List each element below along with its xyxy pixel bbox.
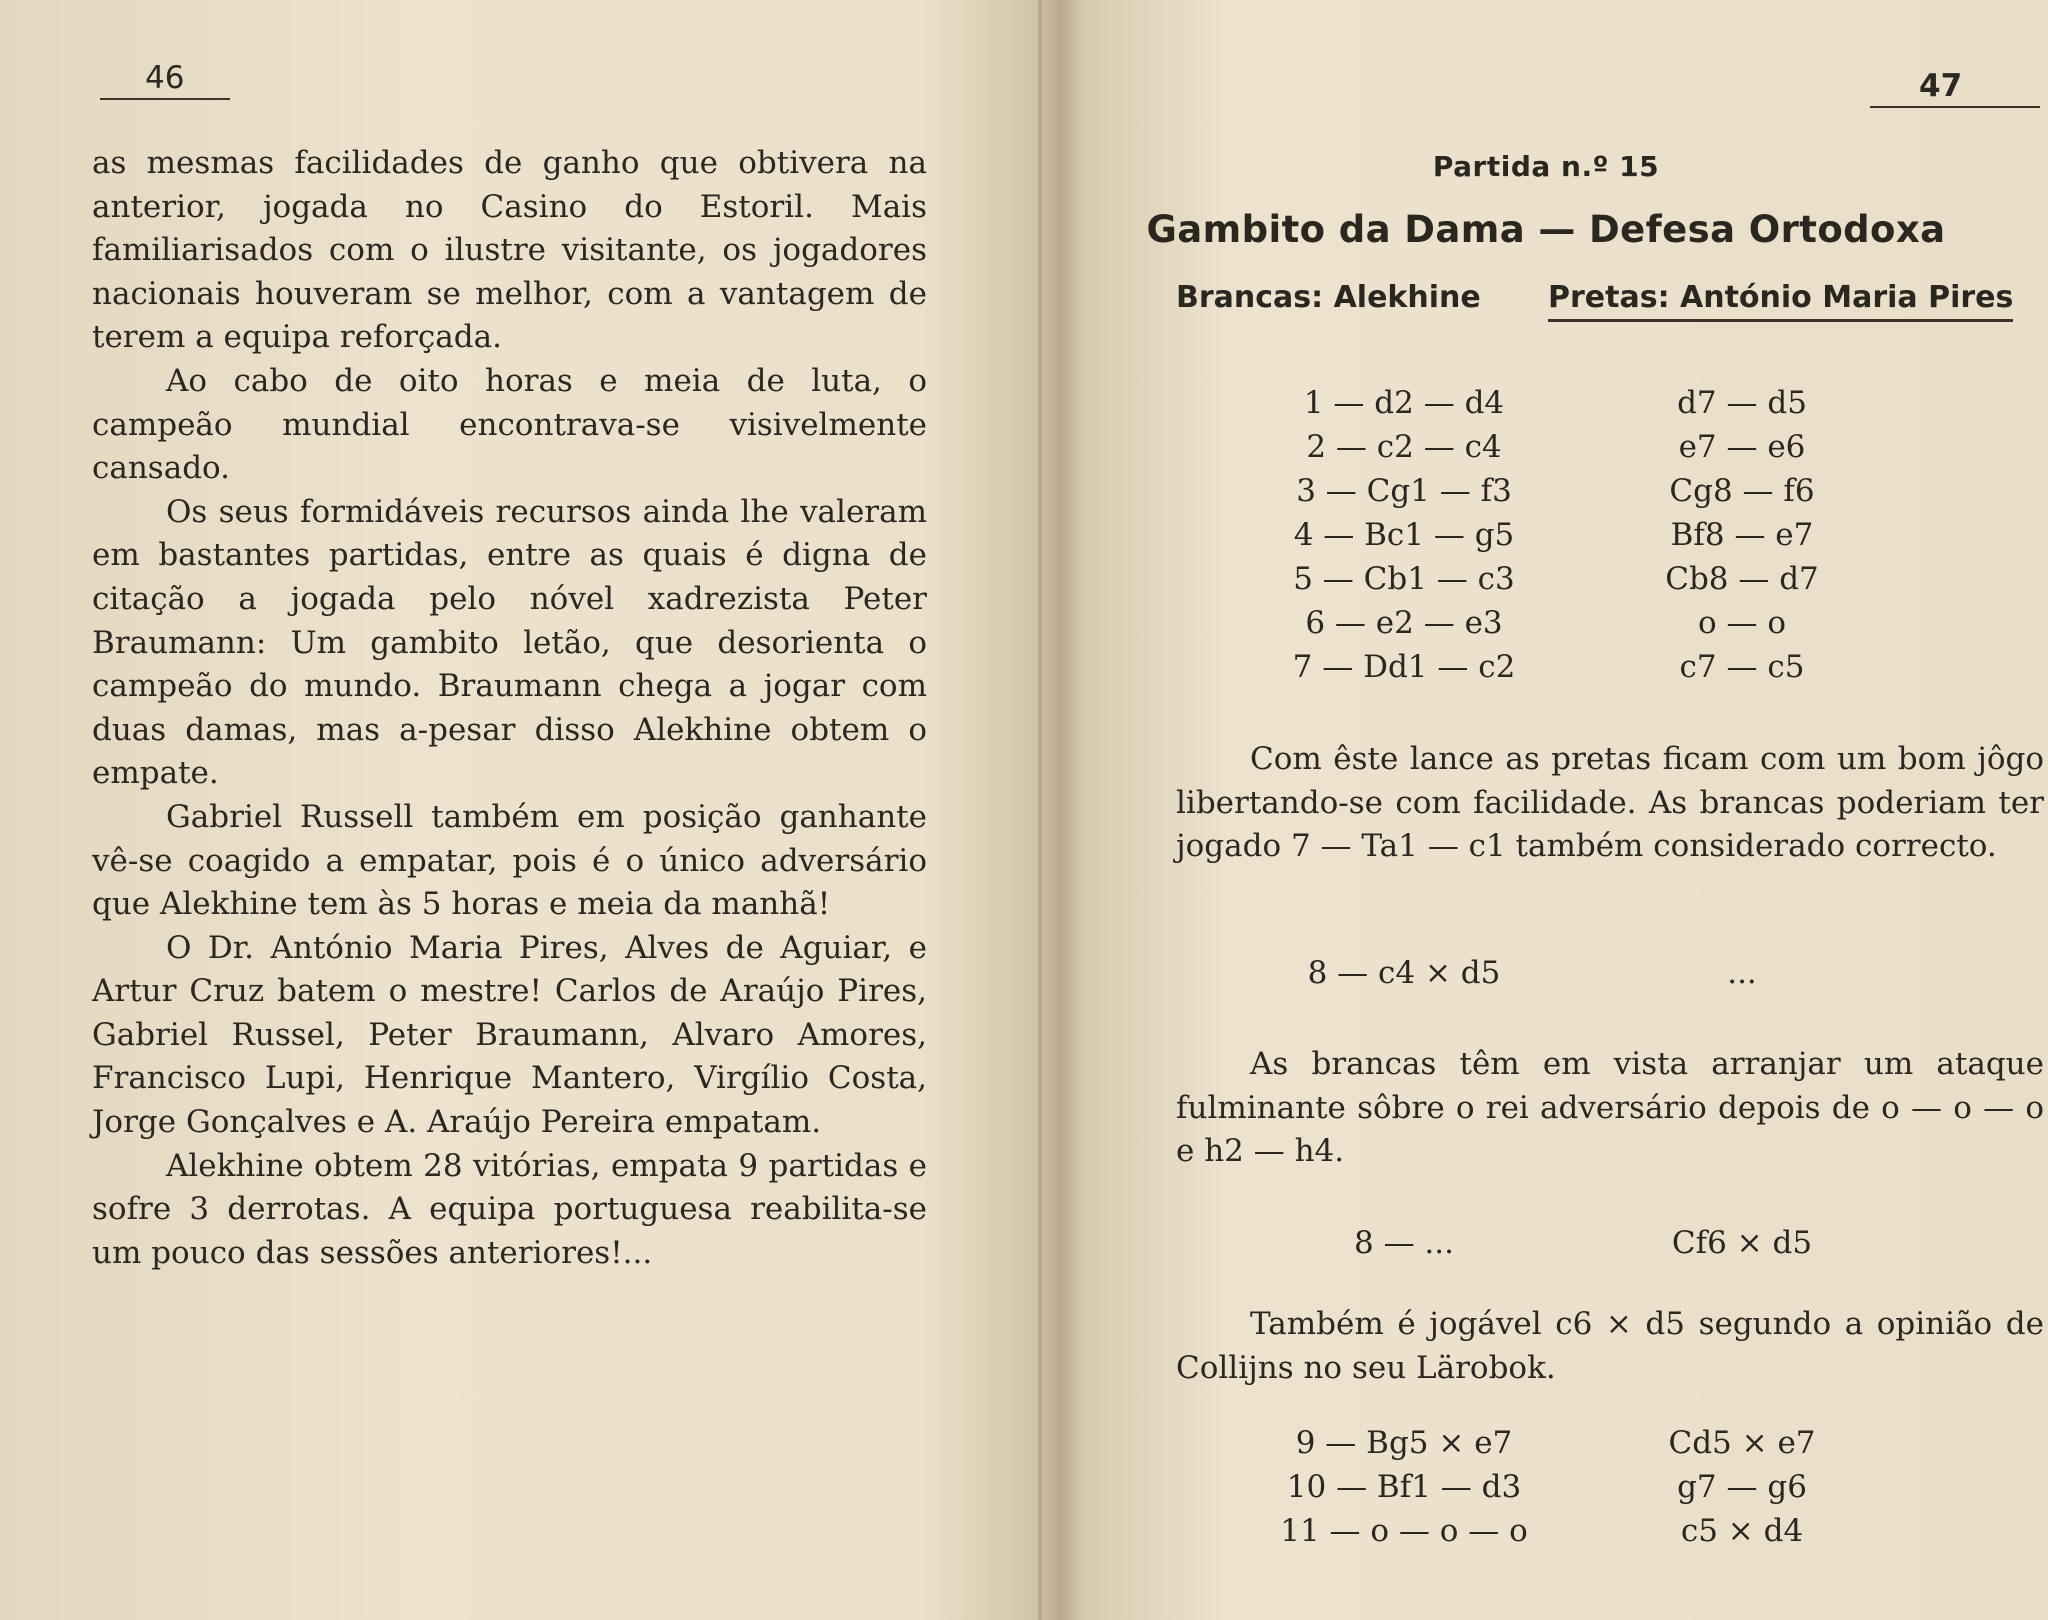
black-move: c7 — c5 [1679,649,1805,685]
black-move: g7 — g6 [1677,1469,1807,1505]
game-number: Partida n.º 15 [1432,150,1660,183]
white-move: 8 — c4 × d5 [1307,955,1501,991]
move-row [1044,955,2048,999]
page-number-right: 47 [1919,68,1963,104]
white-move: 3 — Cg1 — f3 [1296,473,1512,509]
move-row [1044,517,2048,561]
header-rule-right [1870,106,2040,108]
white-move: 10 — Bf1 — d3 [1286,1469,1522,1505]
white-player: Brancas: Alekhine [1176,280,1481,315]
white-move: 8 — ... [1354,1225,1454,1261]
white-move: 5 — Cb1 — c3 [1293,561,1515,597]
black-move: Cb8 — d7 [1665,561,1819,597]
white-move: 4 — Bc1 — g5 [1293,517,1515,553]
move-list-opening [1044,385,2048,693]
white-move: 6 — e2 — e3 [1305,605,1503,641]
move-row [1044,1425,2048,1469]
black-move: Cf6 × d5 [1671,1225,1813,1261]
paragraph: Ao cabo de oito horas e meia de luta, o campeão mundial encontrava-se visivelmente cansado. [92,362,927,487]
black-move: o — o [1697,605,1787,641]
white-move: 9 — Bg5 × e7 [1295,1425,1513,1461]
black-move: e7 — e6 [1678,429,1806,465]
right-page [1044,0,2048,1620]
header-rule-left [100,98,230,100]
move-list [1044,1225,2048,1269]
white-move: 1 — d2 — d4 [1303,385,1505,421]
left-page-body [92,142,927,1275]
move-row [1044,605,2048,649]
annotation-comment: Com êste lance as pretas ficam com um bom jôgo libertando-se com facilidade. As brancas poderiam ter jogado 7 — Ta1 — c1 também considerado correcto. [1176,741,2044,865]
black-move: c5 × d4 [1680,1513,1804,1549]
paragraph: as mesmas facilidades de ganho que obtivera na anterior, jogada no Casino do Estoril. Mais familiarisados com o ilustre visitante, os jogadores nacionais houveram se melhor, com a vantagem de terem a equipa reforçada. [92,145,927,356]
move-row [1044,1225,2048,1269]
move-row [1044,385,2048,429]
annotation-comment: As brancas têm em vista arranjar um ataque fulminante sôbre o rei adversário depois de o — o — o e h2 — h4. [1176,1046,2044,1170]
paragraph: Gabriel Russell também em posição ganhante vê-se coagido a empatar, pois é o único adversário que Alekhine tem às 5 horas e meia da manhã! [92,798,927,923]
black-move: Cg8 — f6 [1669,473,1815,509]
move-row [1044,429,2048,473]
black-move: Bf8 — e7 [1670,517,1814,553]
move-row [1044,649,2048,693]
paragraph: Os seus formidáveis recursos ainda lhe valeram em bastantes partidas, entre as quais é digna de citação a jogada pelo nóvel xadrezista Peter Braumann: Um gambito letão, que desorienta o campeão do mundo. Braumann chega a jogar com duas damas, mas a-pesar disso Alekhine obtem o empate. [92,493,927,792]
annotation-comment: Também é jogável c6 × d5 segundo a opinião de Collijns no seu Lärobok. [1176,1306,2044,1386]
black-move: ... [1727,955,1757,991]
black-move: Cd5 × e7 [1668,1425,1816,1461]
white-move: 2 — c2 — c4 [1306,429,1502,465]
move-list [1044,1425,2048,1557]
paragraph: O Dr. António Maria Pires, Alves de Aguiar, e Artur Cruz batem o mestre! Carlos de Araújo Pires, Gabriel Russel, Peter Braumann, Alvaro Amores, Francisco Lupi, Henrique Mantero, Virgílio Costa, Jorge Gonçalves e A. Araújo Pereira empatam. [92,929,927,1141]
move-row [1044,473,2048,517]
white-move: 7 — Dd1 — c2 [1292,649,1516,685]
black-move: d7 — d5 [1677,385,1807,421]
move-list [1044,955,2048,999]
page-number-left: 46 [145,60,185,96]
move-row [1044,1469,2048,1513]
move-row [1044,561,2048,605]
move-row [1044,1513,2048,1557]
paragraph: Alekhine obtem 28 vitórias, empata 9 partidas e sofre 3 derrotas. A equipa portuguesa reabilita-se um pouco das sessões anteriores!... [92,1147,927,1271]
opening-title: Gambito da Dama — Defesa Ortodoxa [1146,208,1946,251]
black-player: Pretas: António Maria Pires [1548,280,2013,322]
white-move: 11 — o — o — o [1280,1513,1528,1549]
